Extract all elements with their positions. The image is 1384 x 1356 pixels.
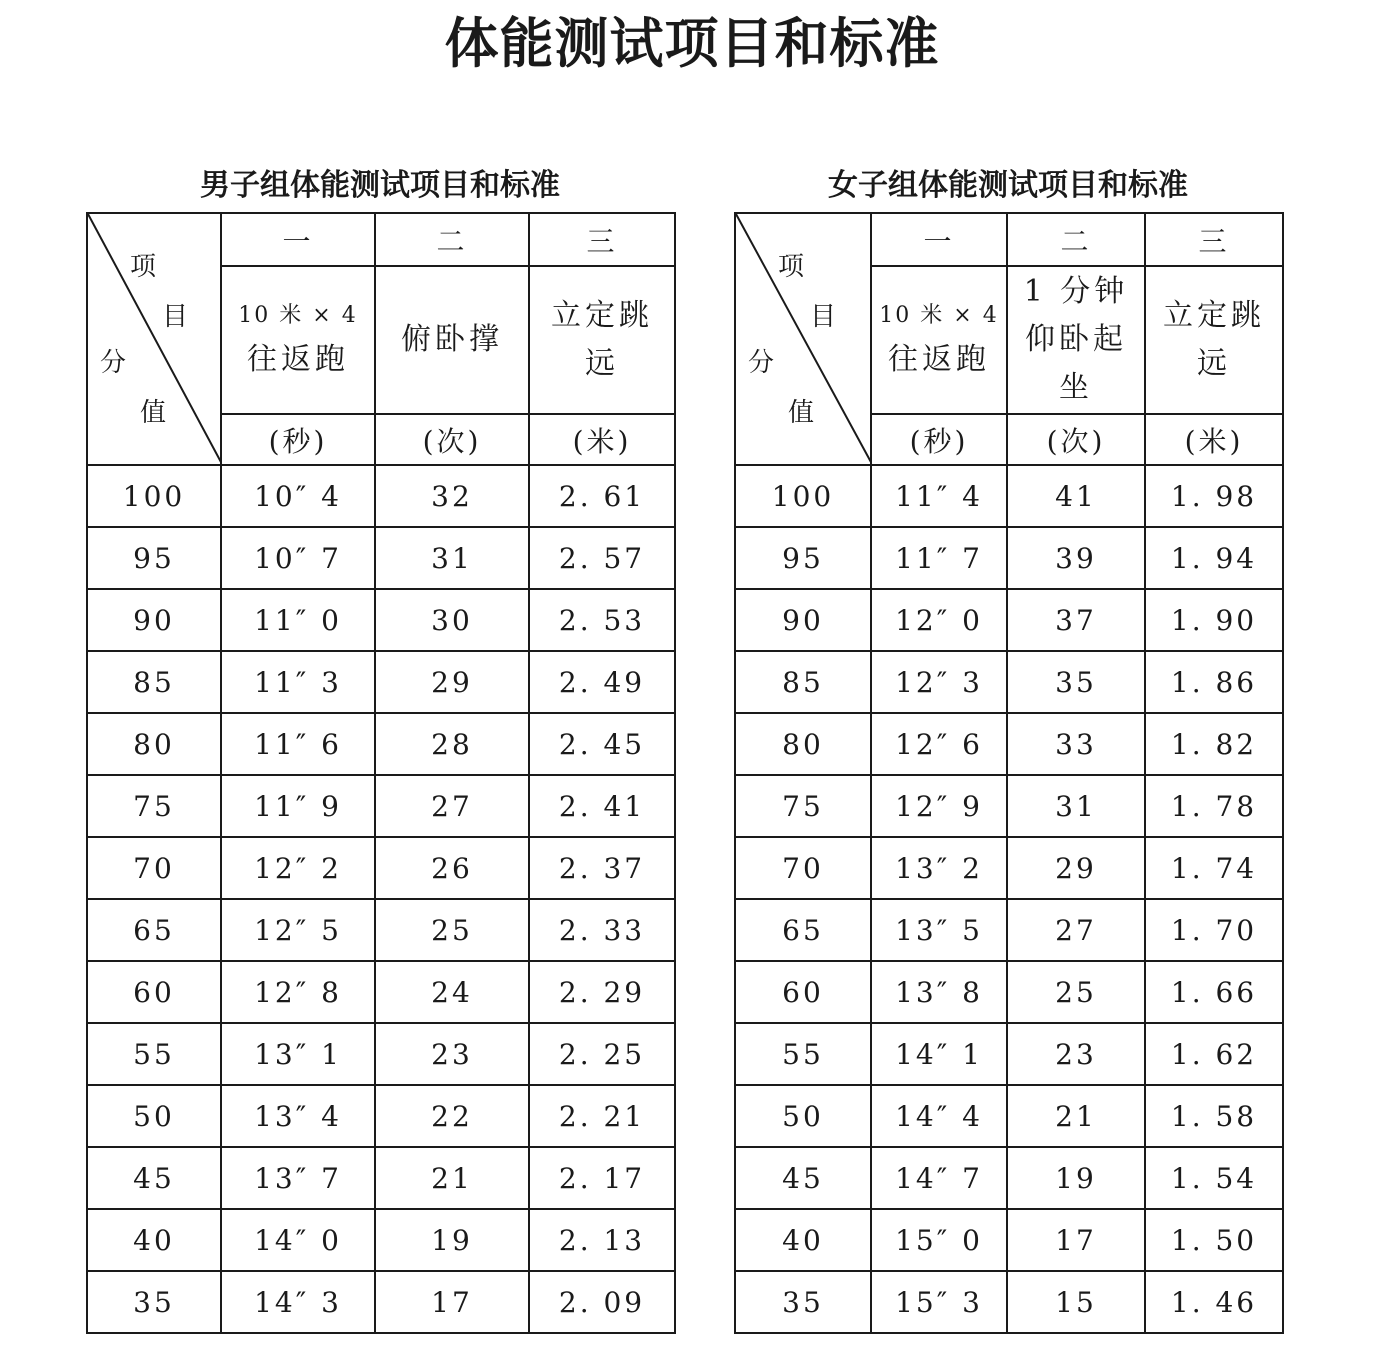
score-cell: 90	[87, 589, 221, 651]
standard-cell: 19	[1007, 1147, 1145, 1209]
standard-cell: 21	[375, 1147, 529, 1209]
standard-cell: 13″ 5	[871, 899, 1007, 961]
men-standards-table	[86, 212, 676, 1334]
table-row	[87, 1147, 675, 1209]
score-cell: 40	[735, 1209, 871, 1271]
standard-cell: 17	[375, 1271, 529, 1333]
standard-cell: 14″ 7	[871, 1147, 1007, 1209]
standard-cell: 13″ 1	[221, 1023, 375, 1085]
column-number: 二	[1007, 213, 1145, 266]
table-row	[735, 589, 1283, 651]
standard-cell: 2. 17	[529, 1147, 675, 1209]
table-row	[87, 527, 675, 589]
corner-label-item-2: 目	[162, 302, 189, 332]
standard-cell: 11″ 0	[221, 589, 375, 651]
item-name-cell	[1007, 266, 1145, 414]
score-cell: 85	[735, 651, 871, 713]
column-number: 二	[375, 213, 529, 266]
table-row	[735, 1209, 1283, 1271]
standard-cell: 15″ 0	[871, 1209, 1007, 1271]
score-cell: 45	[735, 1147, 871, 1209]
standard-cell: 12″ 5	[221, 899, 375, 961]
standard-cell: 32	[375, 465, 529, 527]
standard-cell: 1. 58	[1145, 1085, 1283, 1147]
page-title: 体能测试项目和标准	[444, 12, 940, 75]
standard-cell: 25	[375, 899, 529, 961]
table-row	[87, 1209, 675, 1271]
table-row	[735, 1085, 1283, 1147]
item-name-cell	[221, 266, 375, 414]
standard-cell: 15	[1007, 1271, 1145, 1333]
standard-cell: 22	[375, 1085, 529, 1147]
item-name-line: 10 米 × 4	[238, 303, 358, 328]
score-cell: 45	[87, 1147, 221, 1209]
table-row	[87, 837, 675, 899]
table-row	[87, 651, 675, 713]
item-name-line: 10 米 × 4	[879, 303, 999, 328]
score-cell: 95	[87, 527, 221, 589]
standard-cell: 2. 49	[529, 651, 675, 713]
table-row	[735, 899, 1283, 961]
standard-cell: 1. 66	[1145, 961, 1283, 1023]
item-name-line: 立定跳	[1163, 298, 1265, 333]
score-cell: 100	[735, 465, 871, 527]
corner-header-cell	[735, 213, 871, 465]
item-name-line: 往返跑	[247, 342, 349, 377]
standard-cell: 13″ 7	[221, 1147, 375, 1209]
men-table-title: 男子组体能测试项目和标准	[200, 168, 560, 203]
standard-cell: 2. 29	[529, 961, 675, 1023]
score-cell: 60	[87, 961, 221, 1023]
standard-cell: 2. 21	[529, 1085, 675, 1147]
standard-cell: 1. 46	[1145, 1271, 1283, 1333]
standard-cell: 27	[375, 775, 529, 837]
table-row	[87, 713, 675, 775]
standard-cell: 1. 54	[1145, 1147, 1283, 1209]
score-cell: 70	[87, 837, 221, 899]
item-name-line: 远	[1197, 346, 1231, 381]
standard-cell: 27	[1007, 899, 1145, 961]
column-number: 三	[529, 213, 675, 266]
table-row	[87, 1023, 675, 1085]
column-number: 一	[221, 213, 375, 266]
item-name-line: 立定跳	[551, 298, 653, 333]
standard-cell: 1. 62	[1145, 1023, 1283, 1085]
standard-cell: 11″ 9	[221, 775, 375, 837]
score-cell: 70	[735, 837, 871, 899]
standard-cell: 1. 86	[1145, 651, 1283, 713]
standard-cell: 11″ 7	[871, 527, 1007, 589]
table-row	[87, 465, 675, 527]
standard-cell: 2. 53	[529, 589, 675, 651]
standard-cell: 14″ 1	[871, 1023, 1007, 1085]
standard-cell: 11″ 6	[221, 713, 375, 775]
standard-cell: 2. 61	[529, 465, 675, 527]
item-name-line: 往返跑	[888, 342, 990, 377]
standard-cell: 12″ 3	[871, 651, 1007, 713]
item-name-line: 1 分钟	[1023, 274, 1129, 309]
standard-cell: 1. 82	[1145, 713, 1283, 775]
table-row	[735, 1023, 1283, 1085]
score-cell: 55	[87, 1023, 221, 1085]
table-row	[87, 1085, 675, 1147]
table-row	[87, 1271, 675, 1333]
corner-label-score-2: 值	[140, 398, 167, 428]
score-cell: 75	[87, 775, 221, 837]
standard-cell: 1. 70	[1145, 899, 1283, 961]
standard-cell: 1. 78	[1145, 775, 1283, 837]
item-name-cell	[1145, 266, 1283, 414]
score-cell: 95	[735, 527, 871, 589]
table-row	[735, 651, 1283, 713]
table-row	[87, 589, 675, 651]
score-cell: 90	[735, 589, 871, 651]
standard-cell: 11″ 4	[871, 465, 1007, 527]
table-row	[735, 1271, 1283, 1333]
standard-cell: 12″ 6	[871, 713, 1007, 775]
standard-cell: 2. 13	[529, 1209, 675, 1271]
corner-label-item-1: 项	[778, 252, 805, 282]
women-table-body	[735, 465, 1283, 1333]
standard-cell: 1. 90	[1145, 589, 1283, 651]
standard-cell: 17	[1007, 1209, 1145, 1271]
score-cell: 75	[735, 775, 871, 837]
score-cell: 60	[735, 961, 871, 1023]
table-row	[87, 775, 675, 837]
table-row	[735, 713, 1283, 775]
table-row	[87, 961, 675, 1023]
standard-cell: 12″ 2	[221, 837, 375, 899]
item-name-line: 仰卧起	[1025, 322, 1127, 357]
standard-cell: 12″ 0	[871, 589, 1007, 651]
standard-cell: 21	[1007, 1085, 1145, 1147]
standard-cell: 2. 09	[529, 1271, 675, 1333]
score-cell: 80	[735, 713, 871, 775]
standard-cell: 15″ 3	[871, 1271, 1007, 1333]
standard-cell: 26	[375, 837, 529, 899]
corner-label-score-2: 值	[788, 398, 815, 428]
unit-cell: (次)	[1007, 414, 1145, 465]
standard-cell: 14″ 0	[221, 1209, 375, 1271]
standard-cell: 1. 74	[1145, 837, 1283, 899]
standard-cell: 35	[1007, 651, 1145, 713]
standard-cell: 12″ 8	[221, 961, 375, 1023]
score-cell: 65	[87, 899, 221, 961]
column-number: 一	[871, 213, 1007, 266]
standard-cell: 2. 57	[529, 527, 675, 589]
standard-cell: 1. 98	[1145, 465, 1283, 527]
table-row	[735, 837, 1283, 899]
standard-cell: 2. 37	[529, 837, 675, 899]
standard-cell: 29	[375, 651, 529, 713]
item-name-cell	[871, 266, 1007, 414]
standard-cell: 37	[1007, 589, 1145, 651]
standard-cell: 13″ 4	[221, 1085, 375, 1147]
standard-cell: 13″ 2	[871, 837, 1007, 899]
women-standards-table	[734, 212, 1284, 1334]
unit-cell: (次)	[375, 414, 529, 465]
standard-cell: 33	[1007, 713, 1145, 775]
item-name-cell	[529, 266, 675, 414]
standard-cell: 11″ 3	[221, 651, 375, 713]
standard-cell: 23	[1007, 1023, 1145, 1085]
corner-header-cell	[87, 213, 221, 465]
standard-cell: 2. 41	[529, 775, 675, 837]
men-table-body	[87, 465, 675, 1333]
corner-label-item-1: 项	[130, 252, 157, 282]
score-cell: 65	[735, 899, 871, 961]
score-cell: 40	[87, 1209, 221, 1271]
standard-cell: 31	[1007, 775, 1145, 837]
standard-cell: 25	[1007, 961, 1145, 1023]
score-cell: 85	[87, 651, 221, 713]
table-row	[735, 961, 1283, 1023]
corner-label-item-2: 目	[810, 302, 837, 332]
standard-cell: 1. 50	[1145, 1209, 1283, 1271]
score-cell: 50	[735, 1085, 871, 1147]
standard-cell: 29	[1007, 837, 1145, 899]
standard-cell: 24	[375, 961, 529, 1023]
corner-label-score-1: 分	[100, 348, 127, 378]
unit-cell: (米)	[1145, 414, 1283, 465]
women-table-title: 女子组体能测试项目和标准	[828, 168, 1188, 203]
corner-label-score-1: 分	[748, 348, 775, 378]
table-row	[735, 527, 1283, 589]
item-name-cell	[375, 266, 529, 414]
standard-cell: 2. 25	[529, 1023, 675, 1085]
standard-cell: 41	[1007, 465, 1145, 527]
standard-cell: 14″ 4	[871, 1085, 1007, 1147]
score-cell: 80	[87, 713, 221, 775]
item-name-line: 远	[585, 346, 619, 381]
standard-cell: 28	[375, 713, 529, 775]
table-row	[87, 899, 675, 961]
standard-cell: 10″ 7	[221, 527, 375, 589]
item-name-line: 俯卧撑	[401, 322, 503, 357]
score-cell: 100	[87, 465, 221, 527]
table-row	[735, 775, 1283, 837]
standard-cell: 23	[375, 1023, 529, 1085]
score-cell: 50	[87, 1085, 221, 1147]
standard-cell: 39	[1007, 527, 1145, 589]
standard-cell: 13″ 8	[871, 961, 1007, 1023]
standard-cell: 14″ 3	[221, 1271, 375, 1333]
standard-cell: 31	[375, 527, 529, 589]
item-name-line: 坐	[1059, 370, 1093, 405]
unit-cell: (秒)	[221, 414, 375, 465]
unit-cell: (米)	[529, 414, 675, 465]
standard-cell: 1. 94	[1145, 527, 1283, 589]
score-cell: 55	[735, 1023, 871, 1085]
standard-cell: 19	[375, 1209, 529, 1271]
standard-cell: 2. 33	[529, 899, 675, 961]
column-number: 三	[1145, 213, 1283, 266]
standard-cell: 30	[375, 589, 529, 651]
score-cell: 35	[87, 1271, 221, 1333]
table-row	[735, 465, 1283, 527]
standard-cell: 12″ 9	[871, 775, 1007, 837]
score-cell: 35	[735, 1271, 871, 1333]
standard-cell: 10″ 4	[221, 465, 375, 527]
standard-cell: 2. 45	[529, 713, 675, 775]
unit-cell: (秒)	[871, 414, 1007, 465]
table-row	[735, 1147, 1283, 1209]
